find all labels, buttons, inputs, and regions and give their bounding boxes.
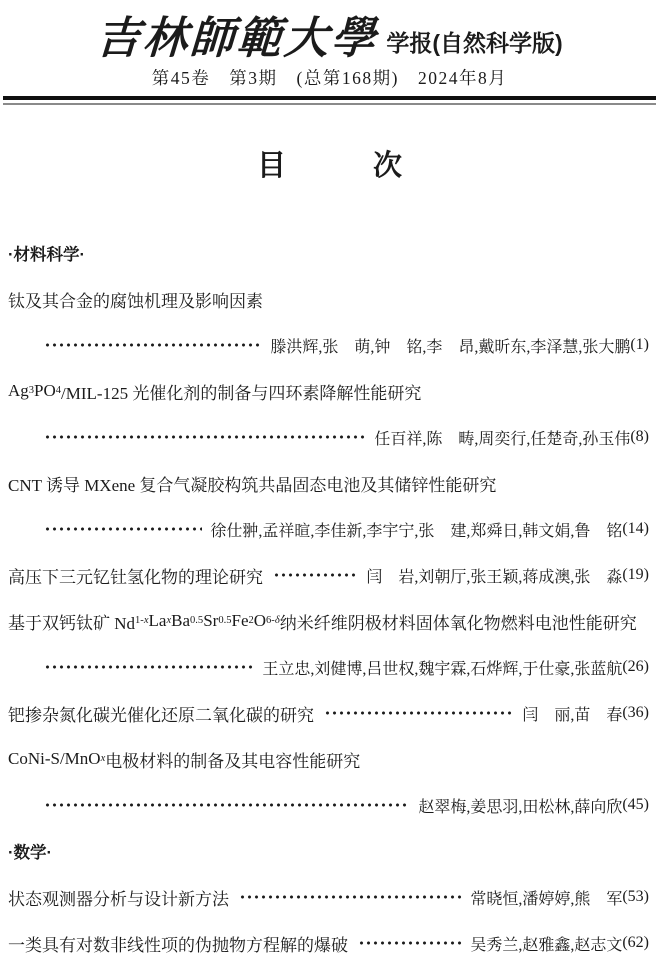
article-title: 高压下三元钇钍氢化物的理论研究 — [8, 567, 263, 587]
journal-name-line — [0, 8, 659, 62]
issue-info: 第45卷 第3期 (总第168期) 2024年8月 — [151, 68, 508, 88]
article-page-number: (26) — [622, 658, 649, 675]
toc-title: 目 次 — [256, 150, 402, 182]
article-authors: 徐仕翀,孟祥暄,李佳新,李宇宁,张 建,郑舜日,韩文娟,鲁 铭 — [210, 522, 623, 540]
article-authors: 常晓恒,潘婷婷,熊 军 — [470, 890, 623, 908]
article-author-line — [8, 414, 649, 460]
article-authors: 闫 丽,苗 春 — [522, 706, 623, 724]
article-author-line — [8, 782, 649, 828]
dot-leader — [239, 891, 462, 903]
section-label-materials: ·材料科学· — [8, 246, 85, 264]
article-page-number: (8) — [630, 428, 649, 445]
article-title: Ag 3 PO 4 /MIL-125 光催化剂的制备与四环素降解性能研究 — [8, 381, 422, 403]
journal-name-calligraphy: 吉林師範大學 — [95, 12, 380, 64]
article-page-number: (62) — [622, 934, 649, 951]
dot-leader — [44, 799, 410, 811]
article-authors: 闫 岩,刘朝厅,张王颖,蒋成澳,张 淼 — [366, 568, 623, 586]
article-page-number: (36) — [622, 704, 649, 721]
toc-entry — [8, 920, 649, 966]
dot-leader — [273, 569, 358, 581]
article-authors: 王立忠,刘健博,吕世权,魏宇霖,石烨辉,于仕豪,张蓝航 — [262, 660, 623, 678]
article-title: CoNi-S/MnO x 电极材料的制备及其电容性能研究 — [8, 749, 361, 771]
section-row-materials — [8, 230, 649, 276]
article-title: 基于双钙钛矿 Nd 1- x La x Ba 0.5 Sr 0.5 Fe 2 O 6- δ 纳米纤维阴极材料固体氧化物燃料电池性能研究 — [8, 611, 637, 633]
section-row-math — [8, 828, 649, 874]
toc-body — [0, 230, 659, 966]
article-author-line — [8, 322, 649, 368]
journal-name-suffix: 学报(自然科学版) — [386, 30, 563, 56]
journal-masthead — [0, 0, 659, 90]
article-page-number: (45) — [622, 796, 649, 813]
dot-leader — [44, 523, 202, 535]
article-page-number: (1) — [630, 336, 649, 353]
article-author-line — [8, 644, 649, 690]
article-title: 钯掺杂氮化碳光催化还原二氧化碳的研究 — [8, 705, 314, 725]
dot-leader — [44, 661, 254, 673]
article-authors: 吴秀兰,赵雅鑫,赵志文 — [470, 936, 623, 954]
article-title: CNT 诱导 MXene 复合气凝胶构筑共晶固态电池及其储锌性能研究 — [8, 475, 497, 495]
toc-entry — [8, 552, 649, 598]
article-authors: 滕洪辉,张 萌,钟 铭,李 昂,戴昕东,李泽慧,张大鹏 — [270, 338, 631, 356]
article-title: 钛及其合金的腐蚀机理及影响因素 — [8, 291, 263, 311]
dot-leader — [44, 431, 366, 443]
dot-leader — [358, 937, 462, 949]
article-page-number: (14) — [622, 520, 649, 537]
rule-thin — [3, 103, 656, 105]
double-rule — [3, 96, 656, 105]
dot-leader — [324, 707, 514, 719]
article-page-number: (53) — [622, 888, 649, 905]
rule-thick — [3, 96, 656, 100]
section-label-math: ·数学· — [8, 844, 52, 862]
article-title: 状态观测器分析与设计新方法 — [8, 889, 229, 909]
article-author-line — [8, 506, 649, 552]
article-page-number: (19) — [622, 566, 649, 583]
article-title: 一类具有对数非线性项的伪抛物方程解的爆破 — [8, 935, 348, 955]
toc-entry — [8, 690, 649, 736]
article-authors: 任百祥,陈 畴,周奕行,任楚奇,孙玉伟 — [374, 430, 631, 448]
dot-leader — [44, 339, 262, 351]
article-authors: 赵翠梅,姜思羽,田松林,薛向欣 — [418, 798, 623, 816]
toc-entry — [8, 874, 649, 920]
